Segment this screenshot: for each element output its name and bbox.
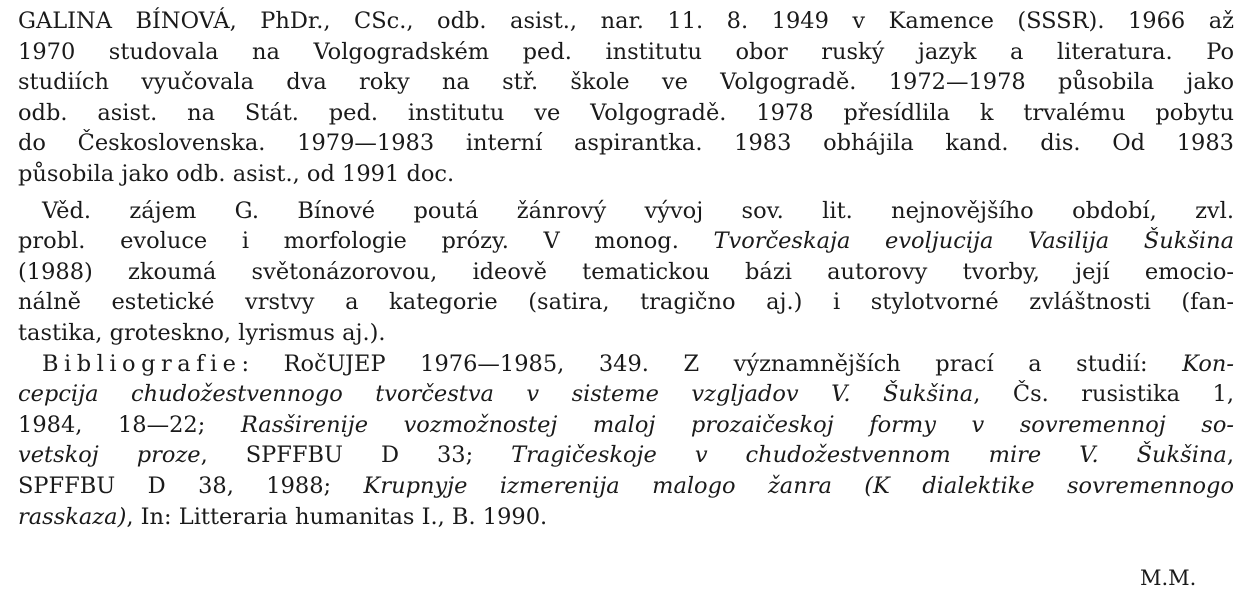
text-line: 1970 studovala na Volgogradském ped. institutu obor ruský jazyk a literatura. Po xyxy=(18,38,1234,65)
author-signature: M.M. xyxy=(1140,566,1197,590)
work-title: rasskaza) xyxy=(18,503,127,530)
text-line xyxy=(18,349,1234,380)
monograph-title: Tvorčeskaja evoljucija Vasilija Šukšina xyxy=(713,228,1234,255)
text-line xyxy=(18,410,1234,441)
text-line: (1988) zkoumá světonázorovou, ideově tematickou bázi autorovy tvorby, její emocio- xyxy=(18,258,1234,285)
text-line: tastika, groteskno, lyrismus aj.). xyxy=(18,319,386,346)
text-segment: , Čs. rusistika 1, xyxy=(973,381,1235,408)
work-title: Tragičeskoje v chudožestvennom mire V. Šukšina xyxy=(511,442,1227,469)
text-line: působila jako odb. asist., od 1991 doc. xyxy=(18,160,455,187)
text-segment: : RočUJEP 1976—1985, 349. Z významnějších prací a studií: xyxy=(241,350,1183,377)
bibliography-paragraph xyxy=(18,349,1234,533)
text-line: odb. asist. na Stát. ped. institutu ve Volgogradě. 1978 přesídlila k trvalému pobytu xyxy=(18,99,1234,126)
biography-paragraph xyxy=(18,6,1234,190)
text-line: GALINA BÍNOVÁ, PhDr., CSc., odb. asist., nar. 11. 8. 1949 v Kamence (SSSR). 1966 až xyxy=(18,8,1234,34)
text-line: studiích vyučovala dva roky na stř. škole ve Volgogradě. 1972—1978 působila jako xyxy=(18,69,1234,96)
research-interest-paragraph xyxy=(18,196,1234,349)
work-title: vetskoj proze xyxy=(18,442,201,469)
bibliography-label: Bibliografie xyxy=(42,350,242,377)
work-title: cepcija chudožestvennogo tvorčestva v sisteme vzgljadov V. Šukšina xyxy=(18,381,974,408)
text-line xyxy=(18,440,1234,471)
text-line: nálně estetické vrstvy a kategorie (satira, tragično aj.) i stylotvorné zvláštnosti (fan- xyxy=(18,289,1234,316)
work-title: Kon- xyxy=(1182,350,1234,377)
work-title: Rasširenije vozmožnostej maloj prozaičeskoj formy v sovremennoj so- xyxy=(240,411,1234,438)
text-line: Věd. zájem G. Bínové poutá žánrový vývoj sov. lit. nejnovějšího období, zvl. xyxy=(42,197,1234,224)
text-segment: , xyxy=(1226,442,1234,469)
text-line xyxy=(18,379,1234,410)
text-line xyxy=(18,226,1234,257)
text-segment: probl. evoluce i morfologie prózy. V monog. xyxy=(18,228,714,255)
text-segment: SPFFBU D 38, 1988; xyxy=(18,472,364,499)
text-line xyxy=(18,502,1234,533)
text-segment: , SPFFBU D 33; xyxy=(200,442,512,469)
work-title: Krupnyje izmerenija malogo žanra (K dialektike sovremennogo xyxy=(363,472,1234,499)
text-line: do Československa. 1979—1983 interní aspirantka. 1983 obhájila kand. dis. Od 1983 xyxy=(18,130,1234,157)
text-segment: , In: Litteraria humanitas I., B. 1990. xyxy=(126,503,548,530)
text-line xyxy=(18,471,1234,502)
document-body xyxy=(18,6,1234,532)
text-segment: 1984, 18—22; xyxy=(18,411,241,438)
